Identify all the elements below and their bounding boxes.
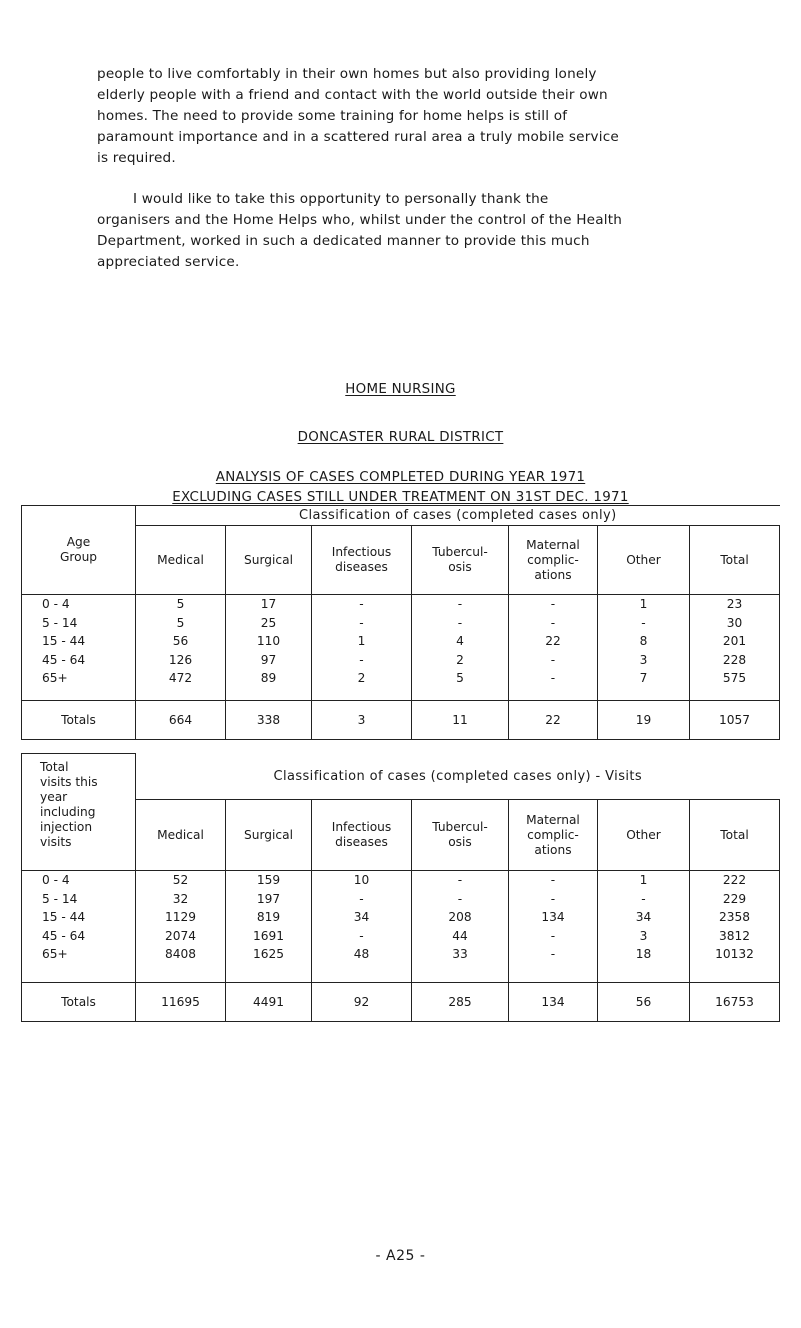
cell-value: 97 [260, 652, 277, 667]
cell-value: 110 [256, 634, 281, 648]
age-group-cell [22, 871, 136, 983]
column-header: Infectious diseases [312, 526, 412, 595]
paragraph-1 [97, 64, 787, 169]
value-cell [598, 595, 690, 701]
column-header: Total [690, 800, 780, 871]
cell-value: - [359, 652, 364, 667]
district-heading: DONCASTER RURAL DISTRICT [297, 430, 504, 445]
total-value: 11 [412, 701, 509, 740]
cell-value: 32 [172, 891, 189, 906]
table-body [22, 595, 780, 701]
column-header: Tubercul- osis [412, 526, 509, 595]
cell-value: 48 [353, 947, 370, 961]
column-header: Infectious diseases [312, 800, 412, 871]
cell-value: 17 [260, 597, 277, 611]
total-value: 134 [509, 983, 598, 1022]
cell-value: 10 [353, 873, 370, 887]
cell-value: 8 [639, 634, 648, 648]
value-cell [136, 871, 226, 983]
table-row [22, 595, 780, 701]
line: appreciated service. [97, 254, 240, 270]
cell-value: - [550, 615, 556, 630]
classification-header: Classification of cases (completed cases only) - Visits [136, 754, 780, 800]
cell-value: - [457, 873, 463, 887]
paragraph-2 [97, 189, 787, 273]
cell-value: 1 [639, 873, 648, 887]
cell-value: 3812 [719, 928, 751, 943]
cell-value: 23 [726, 597, 743, 611]
value-cell [412, 595, 509, 701]
value-cell [312, 595, 412, 701]
cell-value: 1129 [164, 910, 197, 924]
column-header: Maternal complic- ations [509, 526, 598, 595]
column-header: Surgical [226, 526, 312, 595]
cell-value: 5 [176, 615, 185, 630]
cell-value: - [457, 597, 463, 611]
cell-value: 2 [357, 671, 366, 685]
total-value: 1057 [690, 701, 780, 740]
cell-value: - [550, 671, 556, 685]
cell-value: 1 [639, 597, 648, 611]
line [97, 189, 787, 210]
line: organisers and the Home Helps who, whilst under the control of the Health [97, 212, 623, 228]
cell-value: 89 [260, 671, 277, 685]
value-cell [690, 595, 780, 701]
totals-row [22, 701, 780, 740]
cell-value: 56 [172, 634, 189, 648]
value-cell [226, 595, 312, 701]
cell-value: 52 [172, 873, 189, 887]
analysis-heading-1: ANALYSIS OF CASES COMPLETED DURING YEAR 1971 [215, 470, 586, 485]
cell-value: 1625 [252, 947, 285, 961]
line: elderly people with a friend and contact with the world outside their own [97, 87, 608, 103]
total-value: 19 [598, 701, 690, 740]
cell-value: 126 [168, 652, 193, 667]
cell-value: 134 [541, 910, 565, 924]
cell-value: 2 [456, 652, 464, 667]
analysis-heading-2: EXCLUDING CASES STILL UNDER TREATMENT ON 31ST DEC. 1971 [172, 490, 629, 505]
total-value: 664 [136, 701, 226, 740]
column-header: Total [690, 526, 780, 595]
cell-value: 5 [456, 671, 464, 685]
value-cell [312, 871, 412, 983]
line: is required. [97, 150, 176, 166]
value-cell [136, 595, 226, 701]
column-header: Medical [136, 800, 226, 871]
age-group-label: 65+ [42, 671, 68, 685]
cell-value: - [550, 891, 556, 906]
cell-value: 22 [545, 634, 561, 648]
cell-value: 18 [635, 947, 652, 961]
line-text: I would like to take this opportunity to personally thank the [133, 191, 549, 207]
age-group-label: 15 - 44 [42, 910, 86, 924]
column-header: Medical [136, 526, 226, 595]
cell-value: 3 [639, 652, 648, 667]
line: homes. The need to provide some training for home helps is still of [97, 108, 568, 124]
total-value: 22 [509, 701, 598, 740]
column-headers [22, 800, 780, 871]
cell-value: 5 [176, 597, 185, 611]
cell-value: 2074 [164, 928, 197, 943]
cell-value: - [550, 947, 556, 961]
cell-value: - [457, 615, 463, 630]
age-group-label: 5 - 14 [42, 891, 78, 906]
age-group-cell [22, 595, 136, 701]
cell-value: 10132 [715, 947, 754, 961]
cell-value: 8408 [164, 947, 197, 961]
total-value: 56 [598, 983, 690, 1022]
cases-table [21, 505, 780, 740]
cell-value: 44 [452, 928, 468, 943]
totals-label: Totals [22, 983, 136, 1022]
age-group-label: 45 - 64 [42, 928, 86, 943]
total-value: 16753 [690, 983, 780, 1022]
total-value: 11695 [136, 983, 226, 1022]
cell-value: 34 [353, 910, 370, 924]
cell-value: - [641, 891, 646, 906]
total-value: 4491 [226, 983, 312, 1022]
totals-row [22, 983, 780, 1022]
total-value: 338 [226, 701, 312, 740]
cell-value: 1 [357, 634, 366, 648]
age-group-label: 5 - 14 [42, 615, 78, 630]
table-body [22, 871, 780, 983]
cell-value: 33 [452, 947, 468, 961]
cell-value: 575 [722, 671, 747, 685]
age-group-label: 65+ [42, 947, 68, 961]
cell-value: 228 [722, 652, 747, 667]
visits-table [21, 753, 780, 1022]
value-cell [412, 871, 509, 983]
table-row [22, 871, 780, 983]
cell-value: - [359, 891, 364, 906]
column-header: Maternal complic- ations [509, 800, 598, 871]
cell-value: 819 [256, 910, 281, 924]
cell-value: 201 [722, 634, 747, 648]
value-cell [690, 871, 780, 983]
cell-value: 208 [448, 910, 472, 924]
cell-value: 222 [722, 873, 747, 887]
cell-value: - [550, 652, 556, 667]
cell-value: 472 [168, 671, 193, 685]
cell-value: 159 [256, 873, 281, 887]
cell-value: 34 [635, 910, 652, 924]
total-visits-header: Total visits this year including injection visits [22, 754, 136, 871]
cell-value: 3 [639, 928, 648, 943]
column-headers [22, 526, 780, 595]
value-cell [509, 871, 598, 983]
value-cell [226, 871, 312, 983]
cell-value: - [457, 891, 463, 906]
cell-value: 25 [260, 615, 277, 630]
cell-value: 197 [256, 891, 281, 906]
cell-value: - [550, 873, 556, 887]
value-cell [598, 871, 690, 983]
cell-value: - [550, 928, 556, 943]
cell-value: 229 [722, 891, 747, 906]
cell-value: - [359, 597, 364, 611]
line: paramount importance and in a scattered rural area a truly mobile service [97, 129, 619, 145]
cell-value: 30 [726, 615, 743, 630]
value-cell [509, 595, 598, 701]
cell-value: 4 [456, 634, 464, 648]
classification-header: Classification of cases (completed cases only) [136, 506, 780, 526]
age-group-label: 45 - 64 [42, 652, 86, 667]
age-group-header: Age Group [22, 506, 136, 595]
age-group-label: 0 - 4 [42, 873, 70, 887]
age-group-label: 15 - 44 [42, 634, 86, 648]
section-heading: HOME NURSING [345, 382, 456, 397]
cell-value: 7 [639, 671, 648, 685]
cell-value: - [550, 597, 556, 611]
age-group-label: 0 - 4 [42, 597, 70, 611]
cell-value: 1691 [252, 928, 285, 943]
totals-label: Totals [22, 701, 136, 740]
total-value: 3 [312, 701, 412, 740]
line: Department, worked in such a dedicated manner to provide this much [97, 233, 590, 249]
line: people to live comfortably in their own homes but also providing lonely [97, 66, 597, 82]
column-header: Surgical [226, 800, 312, 871]
total-value: 92 [312, 983, 412, 1022]
column-header: Other [598, 800, 690, 871]
cell-value: 2358 [719, 910, 751, 924]
column-header: Tubercul- osis [412, 800, 509, 871]
cell-value: - [641, 615, 646, 630]
cell-value: - [359, 928, 364, 943]
total-value: 285 [412, 983, 509, 1022]
column-header: Other [598, 526, 690, 595]
page-number: - A25 - [375, 1248, 426, 1264]
cell-value: - [359, 615, 364, 630]
